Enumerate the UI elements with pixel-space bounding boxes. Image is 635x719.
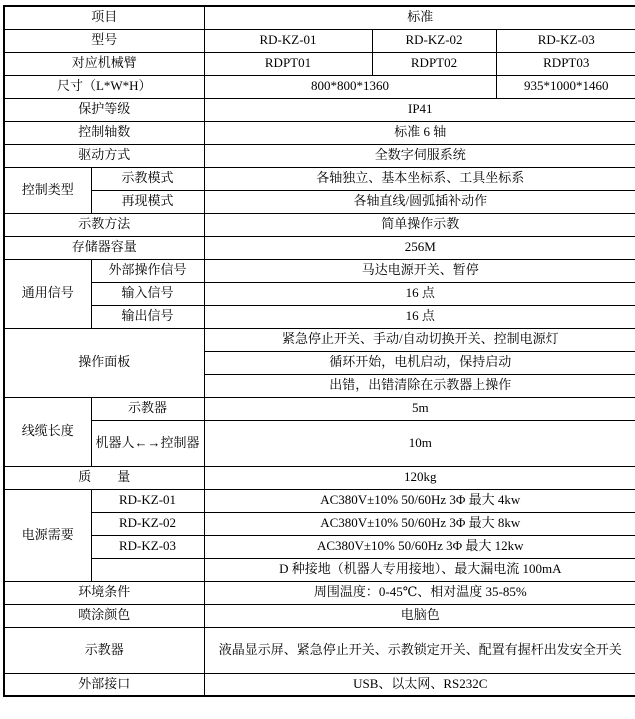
- header-standard-label: 标准: [204, 6, 635, 29]
- header-item-label: 项目: [4, 6, 204, 29]
- row-cable-robot-controller: [4, 420, 635, 466]
- power-kz02-label: RD-KZ-02: [91, 512, 204, 535]
- power-kz02-value: AC380V±10% 50/60Hz 3Φ 最大 8kw: [204, 512, 635, 535]
- row-header: [4, 6, 635, 29]
- power-kz03-value: AC380V±10% 50/60Hz 3Φ 最大 12kw: [204, 535, 635, 558]
- spec-table: [3, 5, 635, 697]
- row-environment: [4, 581, 635, 604]
- row-power-kz03: [4, 535, 635, 558]
- model-label: 型号: [4, 29, 204, 52]
- drive-label: 驱动方式: [4, 144, 204, 167]
- row-power-kz02: [4, 512, 635, 535]
- output-signal-value: 16 点: [204, 305, 635, 328]
- weight-value: 120kg: [204, 466, 635, 489]
- operation-panel-line1: 紧急停止开关、手动/自动切换开关、控制电源灯: [204, 328, 635, 351]
- teach-mode-value: 各轴独立、基本坐标系、工具坐标系: [204, 167, 635, 190]
- operation-panel-group-label: 操作面板: [4, 328, 204, 397]
- row-cable-pendant: [4, 397, 635, 420]
- weight-label: 质 量: [4, 466, 204, 489]
- power-group-label: 电源需要: [4, 489, 91, 581]
- cable-pendant-label: 示教器: [91, 397, 204, 420]
- protection-value: IP41: [204, 98, 635, 121]
- power-grounding-value: D 种接地（机器人专用接地）、最大漏电流 100mA: [204, 558, 635, 581]
- row-signal-external: [4, 259, 635, 282]
- input-signal-value: 16 点: [204, 282, 635, 305]
- row-paint-color: [4, 604, 635, 627]
- teach-pendant-label: 示教器: [4, 627, 204, 673]
- memory-label: 存储器容量: [4, 236, 204, 259]
- memory-value: 256M: [204, 236, 635, 259]
- row-interface: [4, 673, 635, 696]
- cable-length-group-label: 线缆长度: [4, 397, 91, 466]
- model-value-3: RD-KZ-03: [496, 29, 635, 52]
- operation-panel-line3: 出错，出错清除在示教器上操作: [204, 374, 635, 397]
- row-teach-method: [4, 213, 635, 236]
- teach-pendant-value: 液晶显示屏、紧急停止开关、示教锁定开关、配置有握杆出发安全开关: [204, 627, 635, 673]
- row-teach-pendant: [4, 627, 635, 673]
- model-value-2: RD-KZ-02: [372, 29, 496, 52]
- row-control-type-teach: [4, 167, 635, 190]
- row-control-type-replay: [4, 190, 635, 213]
- external-signal-value: 马达电源开关、暂停: [204, 259, 635, 282]
- cable-pendant-value: 5m: [204, 397, 635, 420]
- replay-mode-value: 各轴直线/圆弧插补动作: [204, 190, 635, 213]
- operation-panel-line2: 循环开始，电机启动，保持启动: [204, 351, 635, 374]
- row-power-grounding: [4, 558, 635, 581]
- teach-method-label: 示教方法: [4, 213, 204, 236]
- row-drive: [4, 144, 635, 167]
- output-signal-label: 输出信号: [91, 305, 204, 328]
- interface-label: 外部接口: [4, 673, 204, 696]
- power-kz01-label: RD-KZ-01: [91, 489, 204, 512]
- row-memory: [4, 236, 635, 259]
- cable-robot-controller-value: 10m: [204, 420, 635, 466]
- arm-value-2: RDPT02: [372, 52, 496, 75]
- cable-robot-controller-label: 机器人←→控制器: [91, 420, 204, 466]
- input-signal-label: 输入信号: [91, 282, 204, 305]
- drive-value: 全数字伺服系统: [204, 144, 635, 167]
- row-axes: [4, 121, 635, 144]
- arm-value-1: RDPT01: [204, 52, 372, 75]
- paint-color-label: 喷涂颜色: [4, 604, 204, 627]
- environment-value: 周围温度：0-45℃、相对温度 35-85%: [204, 581, 635, 604]
- model-value-1: RD-KZ-01: [204, 29, 372, 52]
- row-arm: [4, 52, 635, 75]
- dimensions-label: 尺寸（L*W*H）: [4, 75, 204, 98]
- row-model: [4, 29, 635, 52]
- axes-value: 标准 6 轴: [204, 121, 635, 144]
- arm-label: 对应机械臂: [4, 52, 204, 75]
- arm-value-3: RDPT03: [496, 52, 635, 75]
- external-signal-label: 外部操作信号: [91, 259, 204, 282]
- paint-color-value: 电脑色: [204, 604, 635, 627]
- power-kz01-value: AC380V±10% 50/60Hz 3Φ 最大 4kw: [204, 489, 635, 512]
- row-protection: [4, 98, 635, 121]
- protection-label: 保护等级: [4, 98, 204, 121]
- environment-label: 环境条件: [4, 581, 204, 604]
- row-signal-input: [4, 282, 635, 305]
- teach-mode-label: 示教模式: [91, 167, 204, 190]
- row-power-kz01: [4, 489, 635, 512]
- power-grounding-label: [91, 558, 204, 581]
- row-dimensions: [4, 75, 635, 98]
- power-kz03-label: RD-KZ-03: [91, 535, 204, 558]
- row-operation-panel-1: [4, 328, 635, 351]
- replay-mode-label: 再现模式: [91, 190, 204, 213]
- dimensions-value-3: 935*1000*1460: [496, 75, 635, 98]
- control-type-group-label: 控制类型: [4, 167, 91, 213]
- axes-label: 控制轴数: [4, 121, 204, 144]
- row-weight: [4, 466, 635, 489]
- dimensions-value-12: 800*800*1360: [204, 75, 496, 98]
- teach-method-value: 简单操作示教: [204, 213, 635, 236]
- interface-value: USB、以太网、RS232C: [204, 673, 635, 696]
- general-signals-group-label: 通用信号: [4, 259, 91, 328]
- row-signal-output: [4, 305, 635, 328]
